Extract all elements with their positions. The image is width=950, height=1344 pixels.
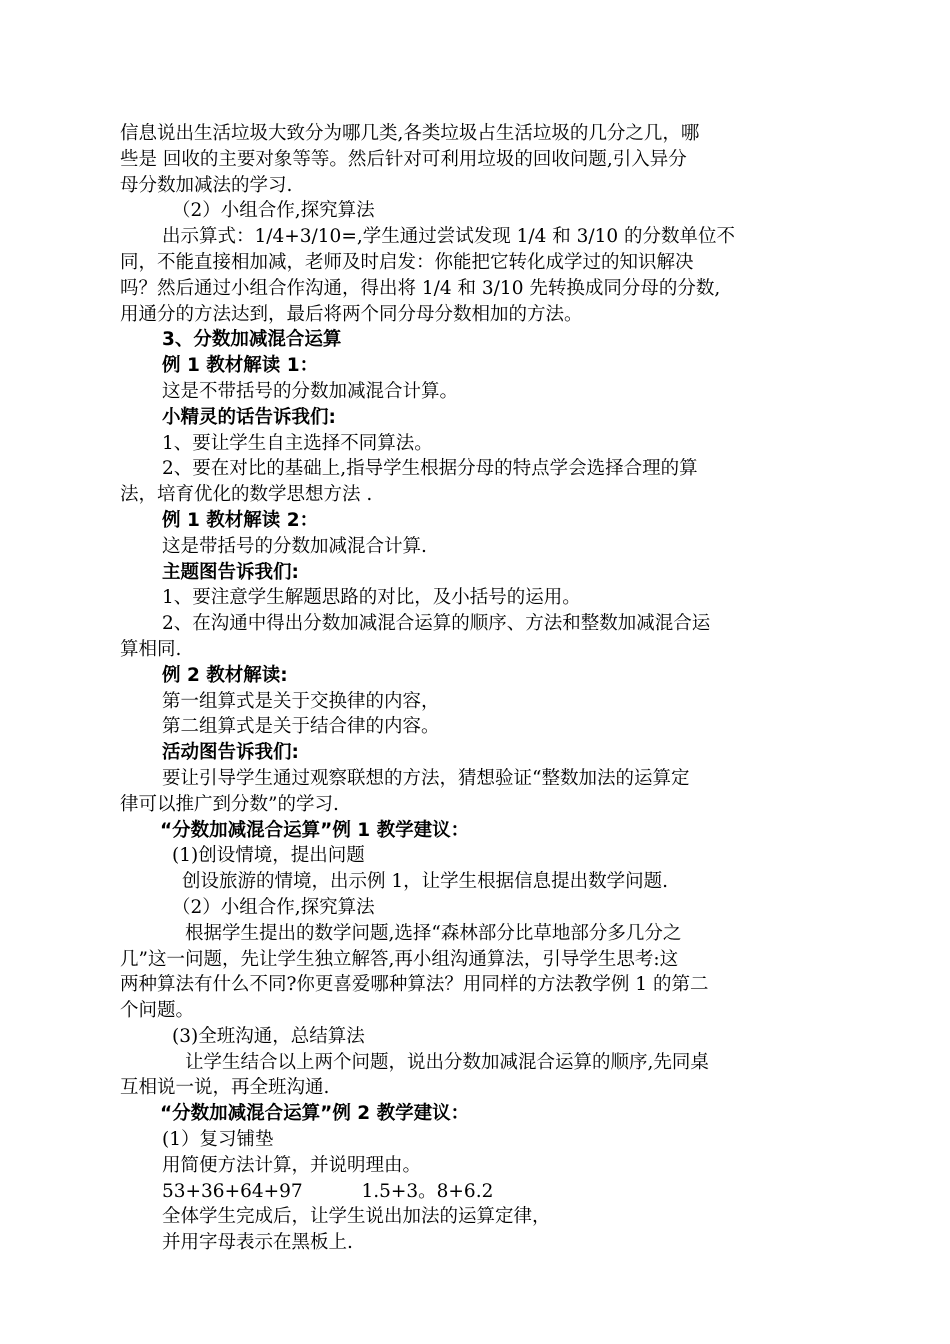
- bold-heading: 主题图告诉我们:: [162, 561, 299, 583]
- subheading-line: （2）小组合作,探究算法: [172, 896, 375, 918]
- paragraph-line: 创设旅游的情境，出示例 1，让学生根据信息提出数学问题.: [182, 871, 669, 893]
- bold-heading: 活动图告诉我们:: [162, 742, 299, 764]
- paragraph-line: 用通分的方法达到，最后将两个同分母分数相加的方法。: [120, 303, 583, 325]
- paragraph-line: 律可以推广到分数”的学习.: [120, 793, 339, 815]
- bold-heading: 例 1 教材解读 2：: [162, 509, 319, 531]
- paragraph-line: 些是 回收的主要对象等等。然后针对可利用垃圾的回收问题,引入异分: [120, 148, 687, 170]
- paragraph-line: 几”这一问题，先让学生独立解答,再小组沟通算法，引导学生思考:这: [120, 948, 679, 970]
- paragraph-line: 同，不能直接相加减，老师及时启发：你能把它转化成学过的知识解决: [120, 251, 694, 273]
- subheading-line: (1）复习铺垫: [162, 1129, 274, 1151]
- paragraph-line: 两种算法有什么不同?你更喜爱哪种算法？用同样的方法教学例 1 的第二: [120, 974, 709, 996]
- paragraph-line: 算相同.: [120, 638, 182, 660]
- paragraph-line: 出示算式：1/4+3/10=,学生通过尝试发现 1/4 和 3/10 的分数单位不: [162, 226, 736, 248]
- paragraph-line: 1、要注意学生解题思路的对比，及小括号的运用。: [162, 587, 581, 609]
- paragraph-line: 吗？然后通过小组合作沟通，得出将 1/4 和 3/10 先转换成同分母的分数,: [120, 277, 721, 299]
- document-body: [120, 121, 830, 1256]
- section-heading: 3、分数加减混合运算: [162, 329, 342, 351]
- paragraph-line: 全体学生完成后，让学生说出加法的运算定律，: [162, 1206, 551, 1228]
- bold-heading: “分数加减混合运算”例 2 教学建议：: [160, 1103, 470, 1125]
- paragraph-line: 根据学生提出的数学问题,选择“森林部分比草地部分多几分之: [185, 922, 682, 944]
- paragraph-line: 法，培育优化的数学思想方法 .: [120, 484, 373, 506]
- paragraph-line: 第一组算式是关于交换律的内容，: [162, 690, 440, 712]
- paragraph-line: 互相说一说，再全班沟通.: [120, 1077, 330, 1099]
- paragraph-line: 用简便方法计算，并说明理由。: [162, 1154, 422, 1176]
- paragraph-line: 2、在沟通中得出分数加减混合运算的顺序、方法和整数加减混合运: [162, 613, 711, 635]
- bold-heading: 小精灵的话告诉我们:: [162, 406, 336, 428]
- paragraph-line: 这是带括号的分数加减混合计算.: [162, 535, 427, 557]
- bold-heading: 例 1 教材解读 1：: [162, 355, 319, 377]
- paragraph-line: 2、要在对比的基础上,指导学生根据分母的特点学会选择合理的算: [162, 458, 698, 480]
- subheading-line: (1)创设情境，提出问题: [172, 845, 365, 867]
- paragraph-line: 母分数加减法的学习.: [120, 174, 293, 196]
- bold-heading: 例 2 教材解读:: [162, 664, 288, 686]
- paragraph-line: 1、要让学生自主选择不同算法。: [162, 432, 433, 454]
- paragraph-line: 个问题。: [120, 1000, 195, 1022]
- paragraph-line: 信息说出生活垃圾大致分为哪几类,各类垃圾占生活垃圾的几分之几，哪: [120, 123, 700, 144]
- paragraph-line: 第二组算式是关于结合律的内容。: [162, 716, 440, 738]
- paragraph-line: 53+36+64+97 1.5+3。8+6.2: [162, 1180, 494, 1202]
- bold-heading: “分数加减混合运算”例 1 教学建议：: [160, 819, 470, 841]
- subheading-line: (3)全班沟通，总结算法: [172, 1025, 365, 1047]
- paragraph-line: 让学生结合以上两个问题，说出分数加减混合运算的顺序,先同桌: [185, 1051, 709, 1073]
- paragraph-line: 并用字母表示在黑板上.: [162, 1232, 353, 1254]
- subheading-line: （2）小组合作,探究算法: [172, 200, 375, 222]
- paragraph-line: 这是不带括号的分数加减混合计算。: [162, 380, 459, 402]
- paragraph-line: 要让引导学生通过观察联想的方法，猜想验证“整数加法的运算定: [162, 767, 690, 789]
